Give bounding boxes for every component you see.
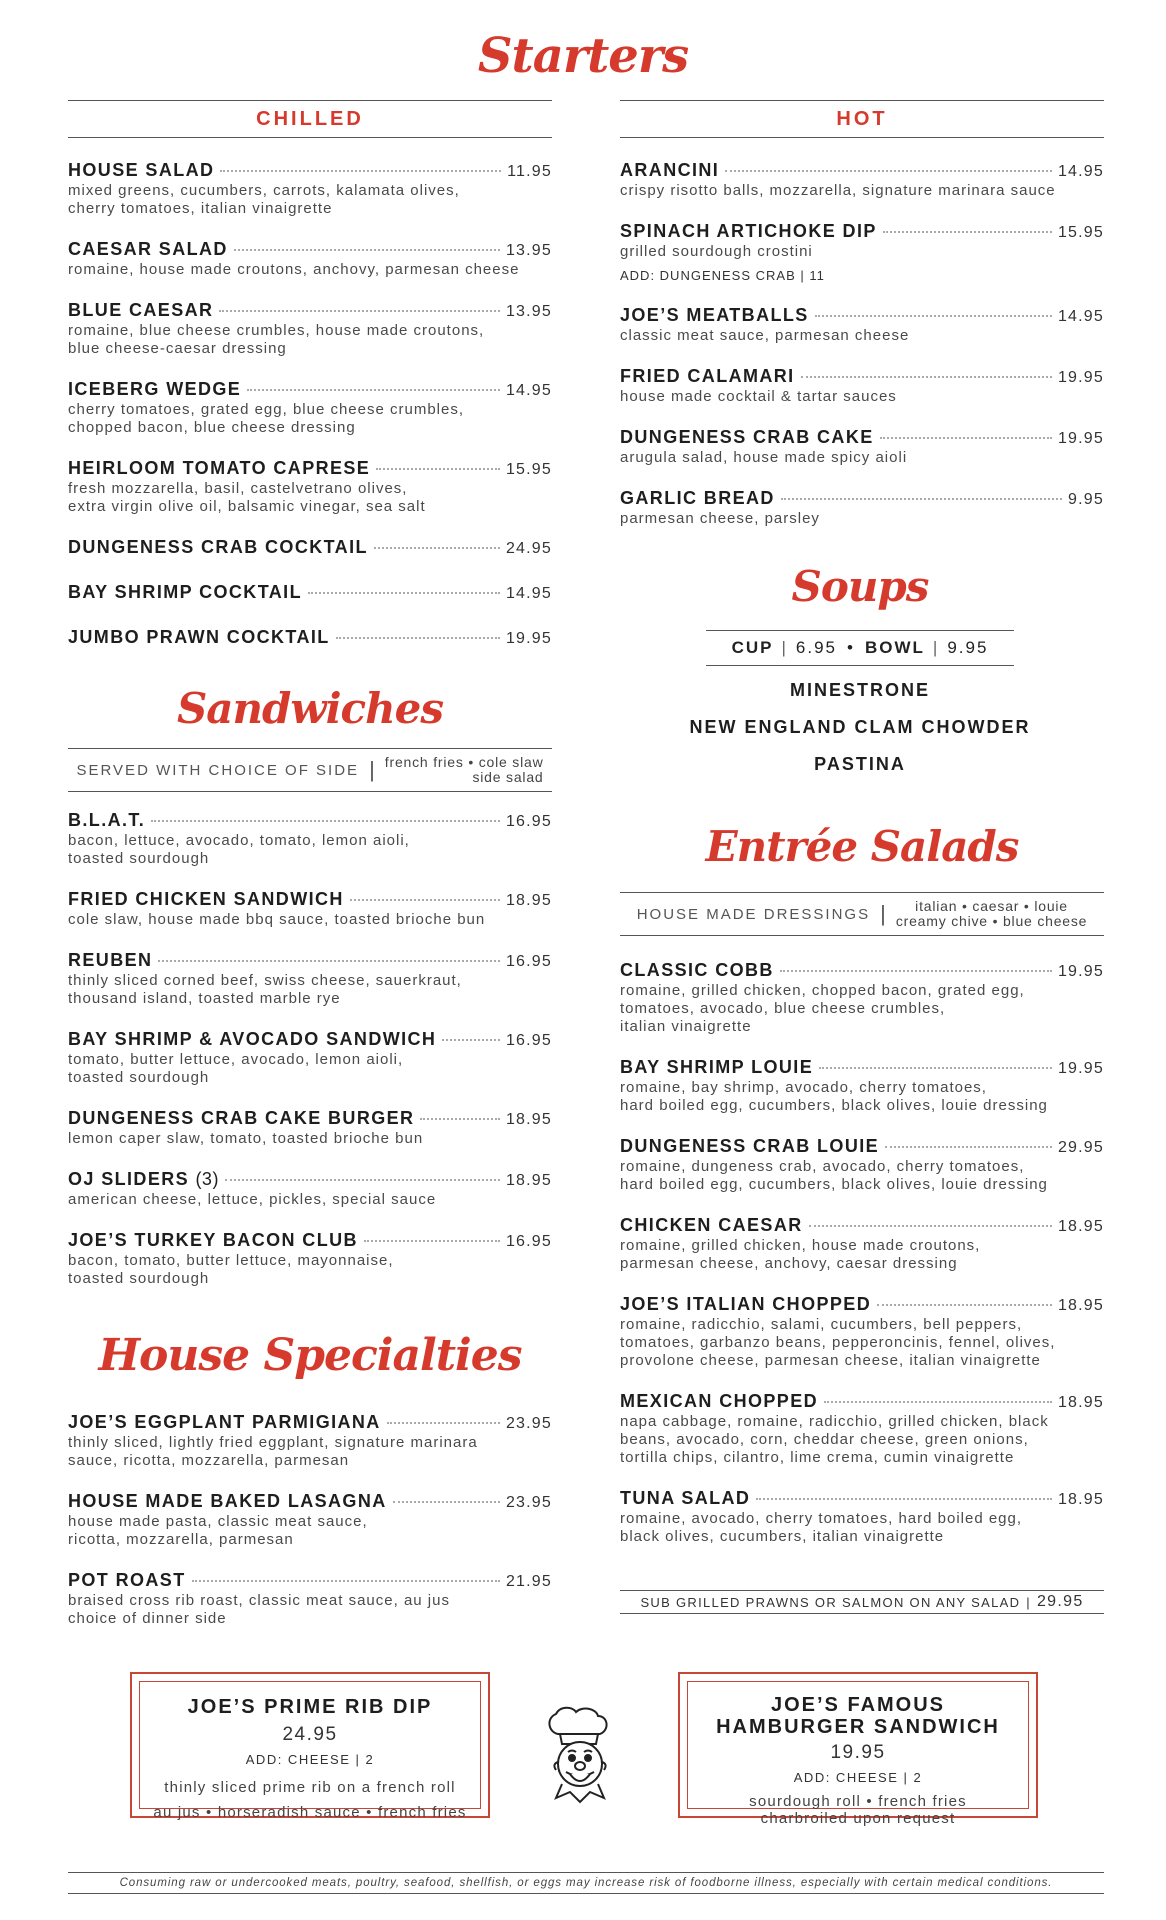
specialties-list: [68, 1412, 552, 1649]
menu-item: [68, 1491, 552, 1548]
item-name: [68, 1169, 219, 1190]
item-name: BAY SHRIMP COCKTAIL: [68, 582, 302, 602]
feature-title: JOE’S PRIME RIB DIP: [187, 1696, 433, 1718]
item-addon: ADD: DUNGENESS CRAB | 11: [620, 268, 825, 283]
item-desc: chopped bacon, blue cheese dressing: [68, 419, 356, 436]
salad-sub-bar: [620, 1590, 1104, 1614]
feature-title: HAMBURGER SANDWICH: [716, 1716, 1000, 1738]
bar-separator: |: [369, 757, 375, 782]
bowl-label: BOWL: [864, 638, 925, 657]
item-name-text: OJ SLIDERS: [68, 1169, 190, 1189]
item-price: 19.95: [1057, 1060, 1104, 1077]
chef-mascot-icon: [540, 1706, 624, 1810]
menu-item: [68, 889, 552, 928]
leader-dots: [225, 1179, 500, 1181]
item-name: CLASSIC COBB: [620, 960, 774, 980]
leader-dots: [364, 1240, 500, 1242]
soup-size-bar: [706, 630, 1014, 666]
sub-price: 29.95: [1036, 1593, 1084, 1610]
feature-inner: [687, 1681, 1029, 1827]
sides-label: SERVED WITH CHOICE OF SIDE: [76, 761, 360, 779]
sandwich-side-bar: [68, 748, 552, 792]
item-desc: romaine, house made croutons, anchovy, parmesan cheese: [68, 261, 520, 278]
leader-dots: [756, 1498, 1052, 1500]
item-price: 23.95: [505, 1494, 552, 1511]
item-name: DUNGENESS CRAB CAKE: [620, 427, 874, 447]
item-price: 19.95: [505, 630, 552, 647]
leader-dots: [880, 437, 1052, 439]
hot-list: [620, 160, 1104, 549]
item-name: CAESAR SALAD: [68, 239, 228, 259]
item-name: CHICKEN CAESAR: [620, 1215, 803, 1235]
bar-separator: |: [1026, 1594, 1031, 1610]
item-desc: bacon, lettuce, avocado, tomato, lemon aioli,: [68, 832, 410, 849]
item-price: 18.95: [505, 1111, 552, 1128]
item-price: 14.95: [505, 585, 552, 602]
item-desc: blue cheese-caesar dressing: [68, 340, 287, 357]
item-price: 19.95: [1057, 963, 1104, 980]
salad-list: [620, 960, 1104, 1567]
item-desc: hard boiled egg, cucumbers, black olives, louie dressing: [620, 1176, 1048, 1193]
item-name: JOE’S TURKEY BACON CLUB: [68, 1230, 358, 1250]
leader-dots: [781, 498, 1062, 500]
item-quantity-note: (3): [195, 1169, 219, 1189]
item-desc: tomatoes, garbanzo beans, pepperoncinis, fennel, olives,: [620, 1334, 1056, 1351]
health-disclaimer: Consuming raw or undercooked meats, poultry, seafood, shellfish, or eggs may increase risk of foodborne illness, especially with certain medical conditions.: [68, 1872, 1104, 1894]
feature-desc: [688, 1793, 1028, 1827]
item-name: BAY SHRIMP & AVOCADO SANDWICH: [68, 1029, 437, 1049]
menu-item: [620, 221, 1104, 283]
leader-dots: [877, 1304, 1052, 1306]
menu-item: [68, 1230, 552, 1287]
prime-rib-feature-box: [130, 1672, 490, 1821]
item-desc: mixed greens, cucumbers, carrots, kalamata olives,: [68, 182, 460, 199]
item-price: 9.95: [1068, 491, 1104, 508]
item-name: POT ROAST: [68, 1570, 186, 1590]
item-desc: fresh mozzarella, basil, castelvetrano olives,: [68, 480, 408, 497]
menu-item: [68, 300, 552, 357]
item-desc: romaine, radicchio, salami, cucumbers, bell peppers,: [620, 1316, 1023, 1333]
item-desc: thousand island, toasted marble rye: [68, 990, 341, 1007]
menu-item: [68, 627, 552, 648]
leader-dots: [219, 310, 500, 312]
menu-item: [68, 537, 552, 558]
item-price: 11.95: [507, 163, 552, 180]
item-desc: toasted sourdough: [68, 850, 210, 867]
bar-separator: |: [781, 638, 788, 657]
menu-item: [620, 160, 1104, 199]
item-price: 13.95: [505, 303, 552, 320]
leader-dots: [885, 1146, 1052, 1148]
item-desc: american cheese, lettuce, pickles, special sauce: [68, 1191, 437, 1208]
leader-dots: [308, 592, 500, 594]
item-desc: parmesan cheese, anchovy, caesar dressing: [620, 1255, 958, 1272]
item-desc: house made cocktail & tartar sauces: [620, 388, 897, 405]
item-name: JOE’S EGGPLANT PARMIGIANA: [68, 1412, 381, 1432]
feature-desc-line: au jus • horseradish sauce • french fries: [153, 1804, 467, 1821]
item-desc: napa cabbage, romaine, radicchio, grilled chicken, black: [620, 1413, 1049, 1430]
leader-dots: [247, 389, 500, 391]
item-desc: house made pasta, classic meat sauce,: [68, 1513, 368, 1530]
item-price: 15.95: [505, 461, 552, 478]
item-name: JOE’S MEATBALLS: [620, 305, 809, 325]
item-desc: beans, avocado, corn, cheddar cheese, green onions,: [620, 1431, 1029, 1448]
item-price: 21.95: [505, 1573, 552, 1590]
leader-dots: [809, 1225, 1052, 1227]
feature-price: 19.95: [830, 1742, 886, 1763]
item-price: 24.95: [505, 540, 552, 557]
item-name: FRIED CALAMARI: [620, 366, 795, 386]
soup-item: PASTINA: [814, 754, 906, 774]
leader-dots: [819, 1067, 1052, 1069]
item-name: HOUSE MADE BAKED LASAGNA: [68, 1491, 387, 1511]
item-name: ICEBERG WEDGE: [68, 379, 242, 399]
menu-item: [620, 488, 1104, 527]
leader-dots: [387, 1422, 500, 1424]
menu-item: [68, 458, 552, 515]
leader-dots: [801, 376, 1052, 378]
item-price: 18.95: [1057, 1218, 1104, 1235]
menu-item: [68, 1412, 552, 1469]
menu-item: [68, 1029, 552, 1086]
item-desc: hard boiled egg, cucumbers, black olives, louie dressing: [620, 1097, 1048, 1114]
item-name: SPINACH ARTICHOKE DIP: [620, 221, 877, 241]
cup-price: 6.95: [795, 638, 837, 657]
leader-dots: [393, 1501, 500, 1503]
sandwiches-title: Sandwiches: [176, 684, 444, 733]
item-desc: crispy risotto balls, mozzarella, signature marinara sauce: [620, 182, 1056, 199]
feature-desc: [140, 1775, 480, 1825]
leader-dots: [192, 1580, 500, 1582]
item-price: 19.95: [1057, 430, 1104, 447]
item-name: HEIRLOOM TOMATO CAPRESE: [68, 458, 371, 478]
item-desc: ricotta, mozzarella, parmesan: [68, 1531, 294, 1548]
item-desc: cherry tomatoes, italian vinaigrette: [68, 200, 333, 217]
leader-dots: [151, 820, 500, 822]
item-desc: romaine, grilled chicken, house made croutons,: [620, 1237, 981, 1254]
feature-desc-line: charbroiled upon request: [760, 1810, 956, 1827]
item-price: 16.95: [505, 813, 552, 830]
item-desc: sauce, ricotta, mozzarella, parmesan: [68, 1452, 350, 1469]
item-desc: parmesan cheese, parsley: [620, 510, 820, 527]
feature-desc-line: sourdough roll • french fries: [749, 1793, 967, 1810]
feature-title: JOE’S FAMOUS: [770, 1694, 946, 1716]
feature-price: 24.95: [282, 1724, 338, 1745]
leader-dots: [824, 1401, 1052, 1403]
item-desc: bacon, tomato, butter lettuce, mayonnaise,: [68, 1252, 394, 1269]
item-desc: tomato, butter lettuce, avocado, lemon aioli,: [68, 1051, 404, 1068]
bar-separator: |: [932, 638, 940, 657]
specialties-title: House Specialties: [98, 1330, 522, 1381]
sides-option-line: side salad: [472, 769, 544, 785]
item-name: JUMBO PRAWN COCKTAIL: [68, 627, 330, 647]
item-price: 18.95: [505, 892, 552, 909]
item-desc: provolone cheese, parmesan cheese, italian vinaigrette: [620, 1352, 1041, 1369]
sides-option-line: french fries • cole slaw: [384, 754, 544, 770]
item-name: FRIED CHICKEN SANDWICH: [68, 889, 344, 909]
item-desc: extra virgin olive oil, balsamic vinegar, sea salt: [68, 498, 426, 515]
sandwich-list: [68, 810, 552, 1309]
menu-item: [620, 366, 1104, 405]
leader-dots: [442, 1039, 500, 1041]
soups-title: Soups: [791, 562, 929, 611]
item-desc: toasted sourdough: [68, 1270, 210, 1287]
leader-dots: [234, 249, 500, 251]
entree-salads-title: Entrée Salads: [705, 822, 1019, 871]
leader-dots: [725, 170, 1052, 172]
item-name: REUBEN: [68, 950, 153, 970]
menu-item: [620, 960, 1104, 1035]
soup-item: MINESTRONE: [789, 680, 930, 700]
item-name: MEXICAN CHOPPED: [620, 1391, 819, 1411]
leader-dots: [374, 547, 500, 549]
item-desc: tortilla chips, cilantro, lime crema, cumin vinaigrette: [620, 1449, 1015, 1466]
dressing-option-line: italian • caesar • louie: [915, 898, 1068, 914]
menu-item: [68, 1169, 552, 1208]
sides-options: [385, 755, 544, 785]
dressings-bar: [620, 892, 1104, 936]
cup-label: CUP: [731, 638, 774, 657]
leader-dots: [336, 637, 500, 639]
item-desc: grilled sourdough crostini: [620, 243, 813, 260]
item-desc: romaine, blue cheese crumbles, house made croutons,: [68, 322, 485, 339]
soup-list: [620, 672, 1100, 783]
item-desc: arugula salad, house made spicy aioli: [620, 449, 908, 466]
feature-addon: ADD: CHEESE | 2: [793, 1770, 923, 1785]
bar-separator: |: [880, 901, 886, 926]
item-desc: romaine, grilled chicken, chopped bacon, grated egg,: [620, 982, 1025, 999]
item-price: 15.95: [1057, 224, 1104, 241]
item-desc: black olives, cucumbers, italian vinaigrette: [620, 1528, 945, 1545]
leader-dots: [780, 970, 1052, 972]
item-name: HOUSE SALAD: [68, 160, 215, 180]
item-price: 19.95: [1057, 369, 1104, 386]
hot-heading: HOT: [620, 100, 1104, 138]
leader-dots: [158, 960, 500, 962]
leader-dots: [883, 231, 1052, 233]
menu-item: [620, 427, 1104, 466]
dressing-option-line: creamy chive • blue cheese: [895, 913, 1088, 929]
feature-addon: ADD: CHEESE | 2: [245, 1752, 375, 1767]
menu-item: [68, 160, 552, 217]
dressings-label: HOUSE MADE DRESSINGS: [636, 905, 871, 923]
soup-item: NEW ENGLAND CLAM CHOWDER: [689, 717, 1031, 737]
feature-desc-line: thinly sliced prime rib on a french roll: [164, 1779, 456, 1796]
leader-dots: [376, 468, 500, 470]
item-price: 16.95: [505, 953, 552, 970]
leader-dots: [220, 170, 501, 172]
item-desc: thinly sliced, lightly fried eggplant, signature marinara: [68, 1434, 478, 1451]
item-price: 16.95: [505, 1032, 552, 1049]
item-price: 18.95: [1057, 1491, 1104, 1508]
item-name: DUNGENESS CRAB LOUIE: [620, 1136, 880, 1156]
leader-dots: [815, 315, 1052, 317]
item-price: 23.95: [505, 1415, 552, 1432]
menu-item: [68, 1570, 552, 1627]
item-desc: classic meat sauce, parmesan cheese: [620, 327, 910, 344]
item-desc: lemon caper slaw, tomato, toasted brioche bun: [68, 1130, 424, 1147]
menu-item: [620, 1391, 1104, 1466]
menu-item: [68, 379, 552, 436]
item-name: DUNGENESS CRAB CAKE BURGER: [68, 1108, 415, 1128]
menu-item: [620, 1488, 1104, 1545]
item-desc: braised cross rib roast, classic meat sauce, au jus: [68, 1592, 450, 1609]
item-price: 14.95: [1057, 308, 1104, 325]
item-name: BLUE CAESAR: [68, 300, 214, 320]
item-desc: thinly sliced corned beef, swiss cheese, sauerkraut,: [68, 972, 462, 989]
item-price: 18.95: [1057, 1297, 1104, 1314]
item-price: 29.95: [1057, 1139, 1104, 1156]
item-price: 14.95: [1057, 163, 1104, 180]
menu-item: [68, 1108, 552, 1147]
item-price: 14.95: [505, 382, 552, 399]
item-desc: cole slaw, house made bbq sauce, toasted brioche bun: [68, 911, 486, 928]
item-name: B.L.A.T.: [68, 810, 146, 830]
menu-item: [68, 810, 552, 867]
menu-item: [620, 1215, 1104, 1272]
chilled-heading: CHILLED: [68, 100, 552, 138]
bowl-price: 9.95: [947, 638, 989, 657]
item-name: JOE’S ITALIAN CHOPPED: [620, 1294, 872, 1314]
item-desc: choice of dinner side: [68, 1610, 227, 1627]
item-desc: romaine, dungeness crab, avocado, cherry tomatoes,: [620, 1158, 1025, 1175]
menu-item: [620, 305, 1104, 344]
starters-title: Starters: [477, 28, 689, 84]
sub-label: SUB GRILLED PRAWNS OR SALMON ON ANY SALAD: [640, 1594, 1021, 1610]
menu-item: [68, 239, 552, 278]
item-name: DUNGENESS CRAB COCKTAIL: [68, 537, 368, 557]
chilled-list: [68, 160, 552, 670]
dressings-options: [896, 899, 1087, 929]
bullet-separator: •: [847, 638, 855, 657]
item-desc: romaine, bay shrimp, avocado, cherry tomatoes,: [620, 1079, 987, 1096]
item-desc: cherry tomatoes, grated egg, blue cheese crumbles,: [68, 401, 465, 418]
menu-item: [68, 950, 552, 1007]
leader-dots: [350, 899, 500, 901]
item-desc: tomatoes, avocado, blue cheese crumbles,: [620, 1000, 946, 1017]
item-name: TUNA SALAD: [620, 1488, 751, 1508]
leader-dots: [420, 1118, 500, 1120]
menu-item: [620, 1294, 1104, 1369]
item-desc: toasted sourdough: [68, 1069, 210, 1086]
feature-inner: [139, 1681, 481, 1821]
menu-item: [620, 1057, 1104, 1114]
item-desc: romaine, avocado, cherry tomatoes, hard boiled egg,: [620, 1510, 1023, 1527]
item-price: 16.95: [505, 1233, 552, 1250]
item-name: GARLIC BREAD: [620, 488, 775, 508]
item-price: 18.95: [505, 1172, 552, 1189]
menu-item: [68, 582, 552, 603]
item-price: 13.95: [505, 242, 552, 259]
item-name: ARANCINI: [620, 160, 720, 180]
item-name: BAY SHRIMP LOUIE: [620, 1057, 814, 1077]
item-desc: italian vinaigrette: [620, 1018, 752, 1035]
hamburger-feature-box: [678, 1672, 1038, 1827]
item-price: 18.95: [1057, 1394, 1104, 1411]
menu-item: [620, 1136, 1104, 1193]
